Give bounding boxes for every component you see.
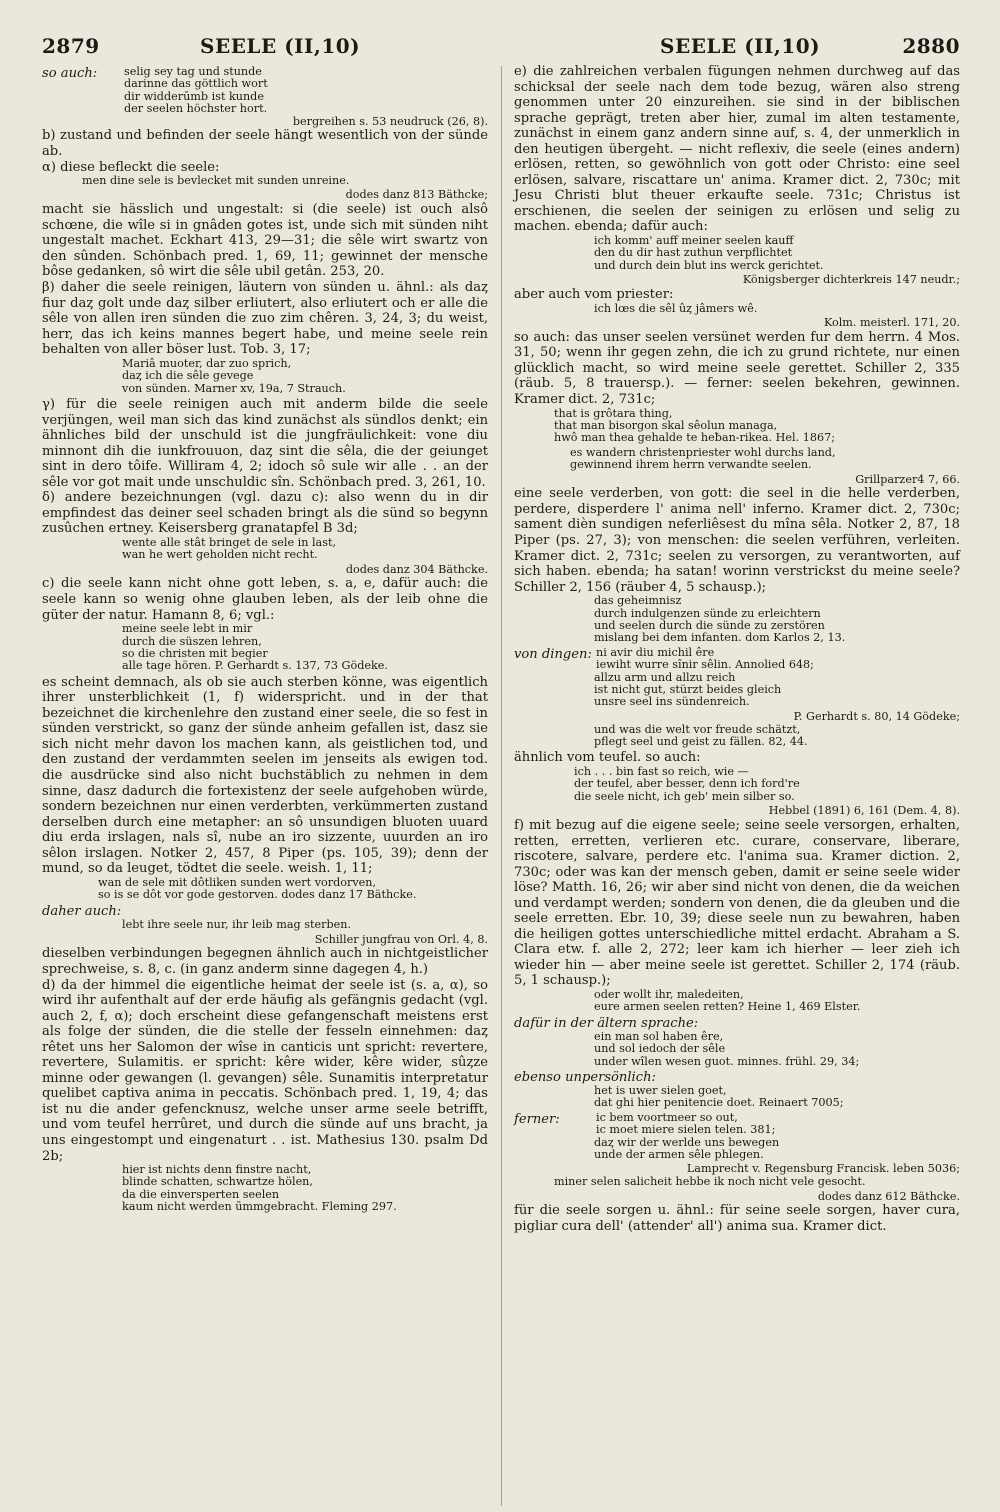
citation: Hebbel (1891) 6, 161 (Dem. 4, 8). xyxy=(768,804,960,818)
verse-line: so die christen mit begier xyxy=(122,646,268,660)
verse-line: den du dir hast zuthun verpflichtet xyxy=(594,246,793,260)
verse xyxy=(594,235,960,272)
verse-line: unsre seel ins sündenreich. xyxy=(594,695,750,709)
verse-line: lebt ihre seele nur, ihr leib mag sterben. xyxy=(122,918,352,932)
verse xyxy=(594,989,960,1014)
verse-line: der teufel, aber besser, denn ich ford're xyxy=(574,777,800,791)
verse xyxy=(594,1085,960,1110)
verse xyxy=(594,595,960,645)
verse xyxy=(122,623,488,673)
verse-line: oder wollt ihr, maledeiten, xyxy=(594,988,744,1002)
quote-block xyxy=(514,1112,960,1137)
verse-line: darinne das göttlich wort xyxy=(124,77,268,91)
verse-line: ich . . . bin fast so reich, wie — xyxy=(574,764,749,778)
verse xyxy=(82,175,488,187)
left-running-title: SEELE (II,10) xyxy=(200,34,361,58)
paragraph: es scheint demnach, als ob sie auch sterben könne, was eigentlich ihrer unsterblichkeit (1, f) widerspricht. und in der that bezeichnet die kirchenlehre den zustand einer seele, die so fest in sünden verstrickt, so ganz der sünde anheim gefallen ist, dasz sie sich nicht mehr davon los machen kann, als geistlichen tod, und den zustand der verdammten seelen im jenseits als ewigen tod. die ausdrücke sind also nicht buchstäblich zu nehmen in dem sinne, dasz dadurch die fortexistenz der seele aufgehoben würde, sondern bezeichnen nur einen verderbten, verkümmerten zustand derselben durch eine metapher: an sô unsundigen bluoten uuard diu erda irslagen, nals sî, nube an iro sizzente, uuurden an iro sêlon irslagen. Notker 2, 457, 8 Piper (ps. 105, 39); denn der mund, so da leuget, tödtet die seele. weish. 1, 11; xyxy=(42,674,488,877)
verse xyxy=(122,358,488,395)
verse-line: het is uwer sielen goet, xyxy=(594,1084,727,1098)
verse-line: blinde schatten, schwartze hölen, xyxy=(122,1175,313,1189)
citation: dodes danz 813 Bäthcke; xyxy=(345,188,488,202)
citation: P. Gerhardt s. 80, 14 Gödeke; xyxy=(793,709,960,723)
left-column xyxy=(42,64,488,1506)
quote-label: so auch: xyxy=(42,66,98,81)
verse xyxy=(122,919,488,931)
verse-line: daȥ wir der werlde uns bewegen xyxy=(594,1135,780,1149)
verse xyxy=(122,537,488,562)
verse-line: da die einversperten seelen xyxy=(122,1187,280,1201)
verse-line: durch die süszen lehren, xyxy=(122,634,262,648)
quote-label: von dingen: xyxy=(514,646,592,662)
verse xyxy=(574,766,960,803)
verse xyxy=(98,877,488,902)
quote-label: dafür in der ältern sprache: xyxy=(514,1015,699,1031)
quote-label: ferner: xyxy=(514,1111,560,1127)
paragraph: aber auch vom priester: xyxy=(514,287,674,303)
verse-line: ich komm' auff meiner seelen kauff xyxy=(594,234,794,248)
verse-line: wan he wert geholden nicht recht. xyxy=(122,548,318,562)
verse-line: that is grôtara thing, xyxy=(554,406,673,420)
citation: bergreihen s. 53 neudruck (26, 8). xyxy=(292,114,488,128)
paragraph: c) die seele kann nicht ohne gott leben, s. a, e, dafür auch: die seele kann so wenig ohne glauben leben, als der leib ohne die güter der natur. Hamann 8, 6; vgl.: xyxy=(42,576,488,623)
verse-line: alle tage hören. P. Gerhardt s. 137, 73 Gödeke. xyxy=(122,659,388,673)
quote-block xyxy=(514,1070,960,1085)
verse-line: mislang bei dem infanten. dom Karlos 2, 13. xyxy=(594,631,846,645)
paragraph: β) daher die seele reinigen, läutern von sünden u. ähnl.: als daȥ fiur daȥ golt unde daȥ silber erliutert, also erliutert och er alle die sêle von allen iren sünden die zuo zim chêren. 3, 24, 3; du weist, herr, das ich keins mannes begert habe, und meine seele rein behalten von aller böser lust. Tob. 3, 17; xyxy=(42,280,488,358)
verse xyxy=(124,66,488,116)
verse xyxy=(594,724,960,749)
verse-line: der seelen höchster hort. xyxy=(124,102,268,116)
verse-line: kaum nicht werden ūmmgebracht. Fleming 297. xyxy=(122,1200,397,1214)
citation: dodes danz 612 Bäthcke. xyxy=(817,1189,960,1203)
verse-line: wente alle stât bringet de sele in last, xyxy=(122,535,336,549)
paragraph: dieselben verbindungen begegnen ähnlich auch in nichtgeistlicher sprechweise, s. 8, c. (in ganz anderm sinne dagegen 4, h.) xyxy=(42,946,488,977)
citation: Schiller jungfrau von Orl. 4, 8. xyxy=(314,932,488,946)
paragraph: macht sie hässlich und ungestalt: si (die seele) ist ouch alsô schœne, die wîle si in gnâden gotes ist, unde sich mit sünden niht ungestalt machet. Eckhart 413, 29—31; die sêle wirt swartz von den sûnden. Schönbach pred. 1, 69, 11; gewinnet der mensche bôse gedanken, sô wirt die sêle ubil getân. 253, 20. xyxy=(42,202,488,280)
verse-line: die seele nicht, ich geb' mein silber so. xyxy=(574,789,795,803)
paragraph: f) mit bezug auf die eigene seele; seine seele versorgen, erhalten, retten, erretten, verlieren etc. curare, conservare, liberare, riscotere, salvare, perdere etc. l'anima sua. Kramer diction. 2, 730c; oder was kan der mensch geben, damit er seine seele wider löse? Matth. 16, 26; wir aber sind nicht von denen, die da weichen und verdampt werden; sondern von denen, die da gleuben und die seele erretten. Ebr. 10, 39; diese seele nun zu bewahren, haben die heiligen gottes unterschiedliche mittel erdacht. Abraham a S. Clara etw. f. alle 2, 272; leer kam ich hierher — leer zieh ich wieder hin — aber meine seele ist gerettet. Schiller 2, 174 (räub. 5, 1 schausp.); xyxy=(514,818,960,989)
paragraph: δ) andere bezeichnungen (vgl. dazu c): also wenn du in dir empfindest das deiner seel schaden bringt als die sünd so begynn zusûchen ertney. Keisersberg granatapfel B 3d; xyxy=(42,490,488,537)
verse-line: von sünden. Marner xv, 19a, 7 Strauch. xyxy=(122,381,346,395)
quote-block xyxy=(514,647,960,672)
verse-line: ich lœs die sêl ûȥ jâmers wê. xyxy=(594,301,758,315)
verse-line: iewiht wurre sînir sêlin. Annolied 648; xyxy=(596,658,814,672)
verse-line: hwô man thea gehalde te heƀan-rikea. Hel. 1867; xyxy=(554,431,835,445)
paragraph: α) diese befleckt die seele: xyxy=(42,159,220,175)
verse-line: that man bisorgon skal sêolun managa, xyxy=(554,418,778,432)
verse-line: und seelen durch die sünde zu zerstören xyxy=(594,618,825,632)
verse-line: eure armen seelen retten? Heine 1, 469 Elster. xyxy=(594,1000,861,1014)
paragraph: e) die zahlreichen verbalen fügungen nehmen durchweg auf das schicksal der seele nach dem tode bezug, wären also streng genommen unter 20 einzureihen. sie sind in der biblischen sprache geprägt, treten aber hier, zumal im alten testamente, zunächst in einem ganz andern sinne auf, s. 4, der unmerklich in den heutigen übergeht. — nicht reflexiv, die seele (eines andern) erlösen, retten, so gewöhnlich von gott oder Christo: eine seel erlösen, salvare, riscattare un' anima. Kramer dict. 2, 730c; mit Jesu Christi blut theuer erkaufte seele. 731c; Christus ist erschienen, die seelen der seinigen zu erlösen und selig zu machen. ebenda; dafür auch: xyxy=(514,64,960,235)
right-running-title: SEELE (II,10) xyxy=(660,34,821,58)
left-page-number: 2879 xyxy=(42,34,100,58)
paragraph: eine seele verderben, von gott: die seel in die helle verderben, perdere, disperdere l' anima nell' inferno. Kramer dict. 2, 730c; sament dièn sundigen neferliêsest du mîna sêla. Notker 2, 87, 18 Piper (ps. 27, 3); von menschen: die seelen verführen, verleiten. Kramer dict. 2, 731c; seelen zu versorgen, zu verantworten, auf sich haben. ebenda; ha satan! worinn verstrickst du meine seele? Schiller 2, 156 (räuber 4, 5 schausp.); xyxy=(514,486,960,595)
quote-label: ebenso unpersönlich: xyxy=(514,1070,656,1086)
column-divider xyxy=(501,66,502,1506)
verse-line: so is se dôt vor gode gestorven. dodes danz 17 Bäthcke. xyxy=(98,888,417,902)
verse-line: ic moet miere sielen telen. 381; xyxy=(596,1123,776,1137)
verse-line: selig sey tag und stunde xyxy=(124,65,262,78)
page-header xyxy=(42,14,960,64)
verse-line: dat ghi hier penitencie doet. Reinaert 7005; xyxy=(594,1096,844,1110)
verse xyxy=(594,1031,960,1068)
paragraph: ähnlich vom teufel. so auch: xyxy=(514,750,701,766)
verse xyxy=(554,1176,960,1188)
verse xyxy=(570,447,960,472)
right-column xyxy=(514,64,960,1506)
verse-line: allzu arm und allzu reich xyxy=(594,670,736,684)
verse xyxy=(596,1112,960,1137)
verse-line: Mariâ muoter, dar zuo sprich, xyxy=(122,356,292,370)
verse-line: ein man sol haben êre, xyxy=(594,1029,724,1043)
verse-line: gewinnend ihrem herrn verwandte seelen. xyxy=(570,458,812,472)
quote-block xyxy=(42,66,488,116)
verse-line: das geheimnisz xyxy=(594,594,682,608)
verse-line: ic bem voortmeer so out, xyxy=(596,1110,738,1124)
right-page-number: 2880 xyxy=(902,34,960,58)
verse xyxy=(122,1164,488,1214)
verse xyxy=(554,408,960,445)
verse xyxy=(594,303,960,315)
verse xyxy=(594,672,960,709)
verse-line: meine seele lebt in mir xyxy=(122,622,253,636)
verse-line: unde der armen sêle phlegen. xyxy=(594,1148,764,1162)
verse-line: und was die welt vor freude schätzt, xyxy=(594,722,801,736)
citation: Grillparzer4 7, 66. xyxy=(855,472,960,486)
citation: Lamprecht v. Regensburg Francisk. leben 5036; xyxy=(686,1162,960,1176)
citation: Kolm. meisterl. 171, 20. xyxy=(823,315,960,329)
verse-line: und durch dein blut ins werck gerichtet. xyxy=(594,258,824,272)
verse-line: pflegt seel und geist zu fällen. 82, 44. xyxy=(594,735,808,749)
verse-line: daȥ ich die sêle gevege xyxy=(122,369,254,383)
verse-line: durch indulgenzen sünde zu erleichtern xyxy=(594,606,821,620)
citation: Königsberger dichterkreis 147 neudr.; xyxy=(742,273,960,287)
verse-line: ni avir diu michil êre xyxy=(596,645,715,659)
paragraph: d) da der himmel die eigentliche heimat der seele ist (s. a, α), so wird ihr aufenthalt auf der erde häufig als gefängnis gedacht (vgl. auch 2, f, α); doch erscheint diese gefangenschaft meistens erst als folge der sünden, die die stelle der fesseln einnehmen: daȥ rêtet uns her Salomon der wîse in canticis unt spricht: revertere, revertere, Sulamitis. er spricht: kêre wider, kêre wider, sûȥze minne oder gewangen (l. gevangen) sêle. Sunamitis interpretatur quelibet captiva anima in peccatis. Schönbach pred. 1, 19, 4; das ist nu die ander gefencknusz, welche unser arme seele betrifft, und vom teufel herrûret, und durch die sünde auf uns bracht, ja uns eingestompt und eingenaturt . . ist. Mathesius 130. psalm Dd 2b; xyxy=(42,977,488,1164)
verse xyxy=(596,647,960,672)
verse-line: miner selen salicheit hebbe ik noch nicht vele gesocht. xyxy=(554,1175,866,1189)
citation: dodes danz 304 Bäthcke. xyxy=(345,562,488,576)
verse xyxy=(594,1137,960,1162)
verse-line: dir widderūmb ist kunde xyxy=(124,89,264,103)
paragraph: b) zustand und befinden der seele hängt wesentlich von der sünde ab. xyxy=(42,128,488,159)
verse-line: wan de sele mit dôtliken sunden wert vordorven, xyxy=(98,875,377,889)
paragraph: für die seele sorgen u. ähnl.: für seine seele sorgen, haver cura, pigliar cura dell' (attender' all') anima sua. Kramer dict. xyxy=(514,1203,960,1235)
paragraph: so auch: das unser seelen versünet werden fur dem herrn. 4 Mos. 31, 50; wenn ihr gegen zehn, die ich zu grund richtete, nur einen glücklich macht, so wird meine seele gerettet. Schiller 2, 335 (räub. 5, 8 trauersp.). — ferner: seelen bekehren, gewinnen. Kramer dict. 2, 731c; xyxy=(514,329,960,407)
verse-line: men dine sele is bevlecket mit sunden unreine. xyxy=(82,174,350,188)
paragraph: daher auch: xyxy=(42,903,122,919)
verse-line: under wîlen wesen guot. minnes. frühl. 29, 34; xyxy=(594,1054,860,1068)
verse-line: es wandern christenpriester wohl durchs land, xyxy=(570,445,836,459)
quote-block xyxy=(514,1016,960,1031)
verse-line: und sol iedoch der sêle xyxy=(594,1042,726,1056)
verse-line: hier ist nichts denn finstre nacht, xyxy=(122,1163,312,1177)
paragraph: γ) für die seele reinigen auch mit anderm bilde die seele verjüngen, weil man sich das kind zunächst als sündlos denkt; ein ähnliches bild der unschuld ist die jungfräulichkeit: vone diu minnont dih die iunkfrouuon, daȥ sint die sêla, die der geiunget sint in dero tôife. Williram 4, 2; idoch sô sule wir alle . . an der sêle vor got mait unde unschuldic sîn. Schönbach pred. 3, 261, 10. xyxy=(42,396,488,490)
verse-line: ist nicht gut, stürzt beides gleich xyxy=(594,683,782,697)
